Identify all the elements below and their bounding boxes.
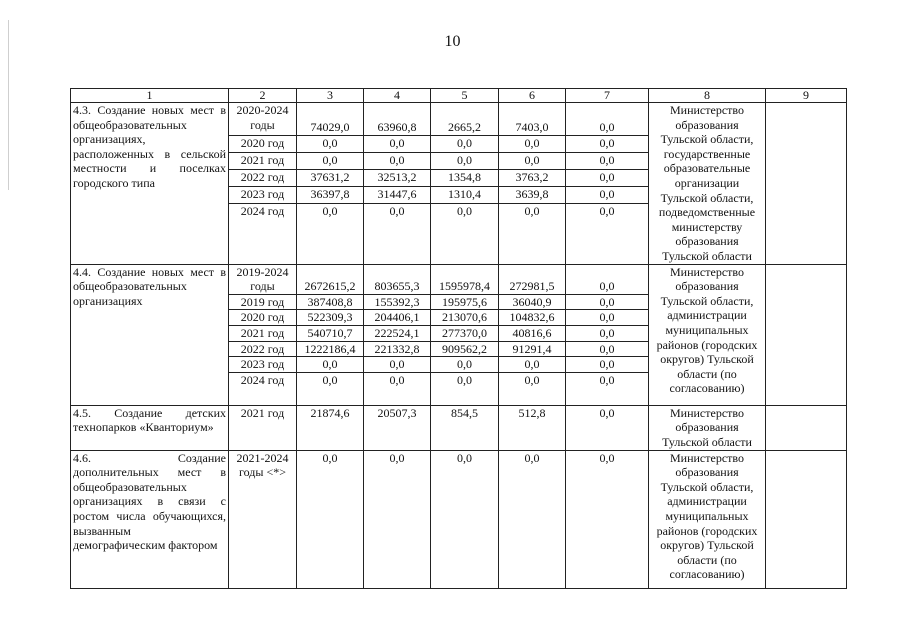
column-header-6: 6 (499, 89, 566, 103)
amount-cell-c5: 1595978,4 (431, 264, 499, 294)
amount-cell-c3: 0,0 (297, 204, 364, 264)
period-cell: 2024 год (229, 204, 297, 264)
amount-cell-c4: 31447,6 (364, 187, 431, 204)
column-header-4: 4 (364, 89, 431, 103)
amount-cell-c3: 387408,8 (297, 294, 364, 310)
amount-cell-c7: 0,0 (566, 170, 649, 187)
period-cell: 2023 год (229, 357, 297, 373)
amount-cell-c3: 1222186,4 (297, 341, 364, 357)
period-cell: 2020 год (229, 310, 297, 326)
amount-cell-c3: 2672615,2 (297, 264, 364, 294)
column-header-8: 8 (649, 89, 766, 103)
amount-cell-c4: 222524,1 (364, 325, 431, 341)
amount-cell-c4: 803655,3 (364, 264, 431, 294)
amount-cell-c4: 0,0 (364, 153, 431, 170)
amount-cell-c3: 21874,6 (297, 405, 364, 450)
amount-cell-c7: 0,0 (566, 310, 649, 326)
amount-cell-c5: 2665,2 (431, 103, 499, 136)
amount-cell-c4: 0,0 (364, 357, 431, 373)
column-9-cell (766, 450, 847, 588)
column-header-7: 7 (566, 89, 649, 103)
amount-cell-c5: 854,5 (431, 405, 499, 450)
amount-cell-c4: 0,0 (364, 450, 431, 588)
amount-cell-c5: 0,0 (431, 450, 499, 588)
column-header-9: 9 (766, 89, 847, 103)
amount-cell-c5: 909562,2 (431, 341, 499, 357)
period-cell: 2022 год (229, 341, 297, 357)
column-header-2: 2 (229, 89, 297, 103)
amount-cell-c5: 1354,8 (431, 170, 499, 187)
amount-cell-c3: 0,0 (297, 136, 364, 153)
amount-cell-c7: 0,0 (566, 187, 649, 204)
scan-edge-line (8, 20, 9, 190)
amount-cell-c4: 0,0 (364, 204, 431, 264)
amount-cell-c7: 0,0 (566, 136, 649, 153)
amount-cell-c3: 0,0 (297, 357, 364, 373)
amount-cell-c6: 0,0 (499, 204, 566, 264)
amount-cell-c3: 540710,7 (297, 325, 364, 341)
amount-cell-c6: 272981,5 (499, 264, 566, 294)
amount-cell-c4: 221332,8 (364, 341, 431, 357)
amount-cell-c7: 0,0 (566, 357, 649, 373)
responsible-executor: Министерство образования Тульской области, администрации муниципальных районов (городских округов) Тульской области (по согласованию) (649, 264, 766, 405)
amount-cell-c5: 0,0 (431, 153, 499, 170)
table-row (71, 264, 847, 294)
amount-cell-c4: 0,0 (364, 372, 431, 405)
amount-cell-c5: 1310,4 (431, 187, 499, 204)
amount-cell-c7: 0,0 (566, 450, 649, 588)
period-cell: 2021 год (229, 325, 297, 341)
column-header-5: 5 (431, 89, 499, 103)
amount-cell-c7: 0,0 (566, 325, 649, 341)
column-9-cell (766, 264, 847, 405)
amount-cell-c4: 20507,3 (364, 405, 431, 450)
amount-cell-c3: 522309,3 (297, 310, 364, 326)
column-header-1: 1 (71, 89, 229, 103)
amount-cell-c3: 0,0 (297, 153, 364, 170)
responsible-executor: Министерство образования Тульской области, государственные образовательные организации Тульской области, подведомственные министерству образования Тульской области (649, 103, 766, 265)
amount-cell-c7: 0,0 (566, 103, 649, 136)
amount-cell-c6: 91291,4 (499, 341, 566, 357)
amount-cell-c5: 0,0 (431, 357, 499, 373)
amount-cell-c6: 3763,2 (499, 170, 566, 187)
amount-cell-c6: 0,0 (499, 357, 566, 373)
amount-cell-c6: 7403,0 (499, 103, 566, 136)
responsible-executor: Министерство образования Тульской области, администрации муниципальных районов (городских округов) Тульской области (по согласованию) (649, 450, 766, 588)
activity-name: 4.5. Создание детских технопарков «Кванториум» (71, 405, 229, 450)
responsible-executor: Министерство образования Тульской области (649, 405, 766, 450)
period-cell: 2019 год (229, 294, 297, 310)
period-cell: 2019-2024 годы (229, 264, 297, 294)
amount-cell-c5: 195975,6 (431, 294, 499, 310)
amount-cell-c6: 104832,6 (499, 310, 566, 326)
amount-cell-c7: 0,0 (566, 341, 649, 357)
amount-cell-c6: 512,8 (499, 405, 566, 450)
header-row (71, 89, 847, 103)
column-header-3: 3 (297, 89, 364, 103)
period-cell: 2023 год (229, 187, 297, 204)
table-row (71, 450, 847, 588)
amount-cell-c3: 36397,8 (297, 187, 364, 204)
period-cell: 2020 год (229, 136, 297, 153)
amount-cell-c4: 155392,3 (364, 294, 431, 310)
period-cell: 2021 год (229, 153, 297, 170)
period-cell: 2020-2024 годы (229, 103, 297, 136)
amount-cell-c3: 74029,0 (297, 103, 364, 136)
period-cell: 2021-2024 годы <*> (229, 450, 297, 588)
amount-cell-c7: 0,0 (566, 372, 649, 405)
amount-cell-c5: 0,0 (431, 372, 499, 405)
activity-name: 4.3. Создание новых мест в общеобразовательных организациях, расположенных в сельской местности и поселках городского типа (71, 103, 229, 265)
amount-cell-c5: 213070,6 (431, 310, 499, 326)
amount-cell-c5: 0,0 (431, 204, 499, 264)
amount-cell-c6: 0,0 (499, 136, 566, 153)
activity-name: 4.6. Создание дополнительных мест в общеобразовательных организациях в связи с ростом числа обучающихся, вызванным демографическим фактором (71, 450, 229, 588)
amount-cell-c4: 204406,1 (364, 310, 431, 326)
amount-cell-c7: 0,0 (566, 264, 649, 294)
amount-cell-c6: 36040,9 (499, 294, 566, 310)
amount-cell-c6: 40816,6 (499, 325, 566, 341)
amount-cell-c6: 3639,8 (499, 187, 566, 204)
program-table (70, 88, 847, 589)
column-9-cell (766, 405, 847, 450)
period-cell: 2021 год (229, 405, 297, 450)
amount-cell-c6: 0,0 (499, 372, 566, 405)
amount-cell-c4: 32513,2 (364, 170, 431, 187)
column-9-cell (766, 103, 847, 265)
amount-cell-c6: 0,0 (499, 153, 566, 170)
amount-cell-c3: 37631,2 (297, 170, 364, 187)
amount-cell-c5: 0,0 (431, 136, 499, 153)
amount-cell-c3: 0,0 (297, 450, 364, 588)
activity-name: 4.4. Создание новых мест в общеобразовательных организациях (71, 264, 229, 405)
amount-cell-c4: 63960,8 (364, 103, 431, 136)
amount-cell-c7: 0,0 (566, 204, 649, 264)
amount-cell-c3: 0,0 (297, 372, 364, 405)
table-row (71, 405, 847, 450)
amount-cell-c7: 0,0 (566, 153, 649, 170)
table-row (71, 103, 847, 136)
amount-cell-c6: 0,0 (499, 450, 566, 588)
amount-cell-c5: 277370,0 (431, 325, 499, 341)
period-cell: 2022 год (229, 170, 297, 187)
page-number: 10 (444, 33, 461, 50)
amount-cell-c4: 0,0 (364, 136, 431, 153)
amount-cell-c7: 0,0 (566, 405, 649, 450)
period-cell: 2024 год (229, 372, 297, 405)
table-body (71, 103, 847, 589)
amount-cell-c7: 0,0 (566, 294, 649, 310)
